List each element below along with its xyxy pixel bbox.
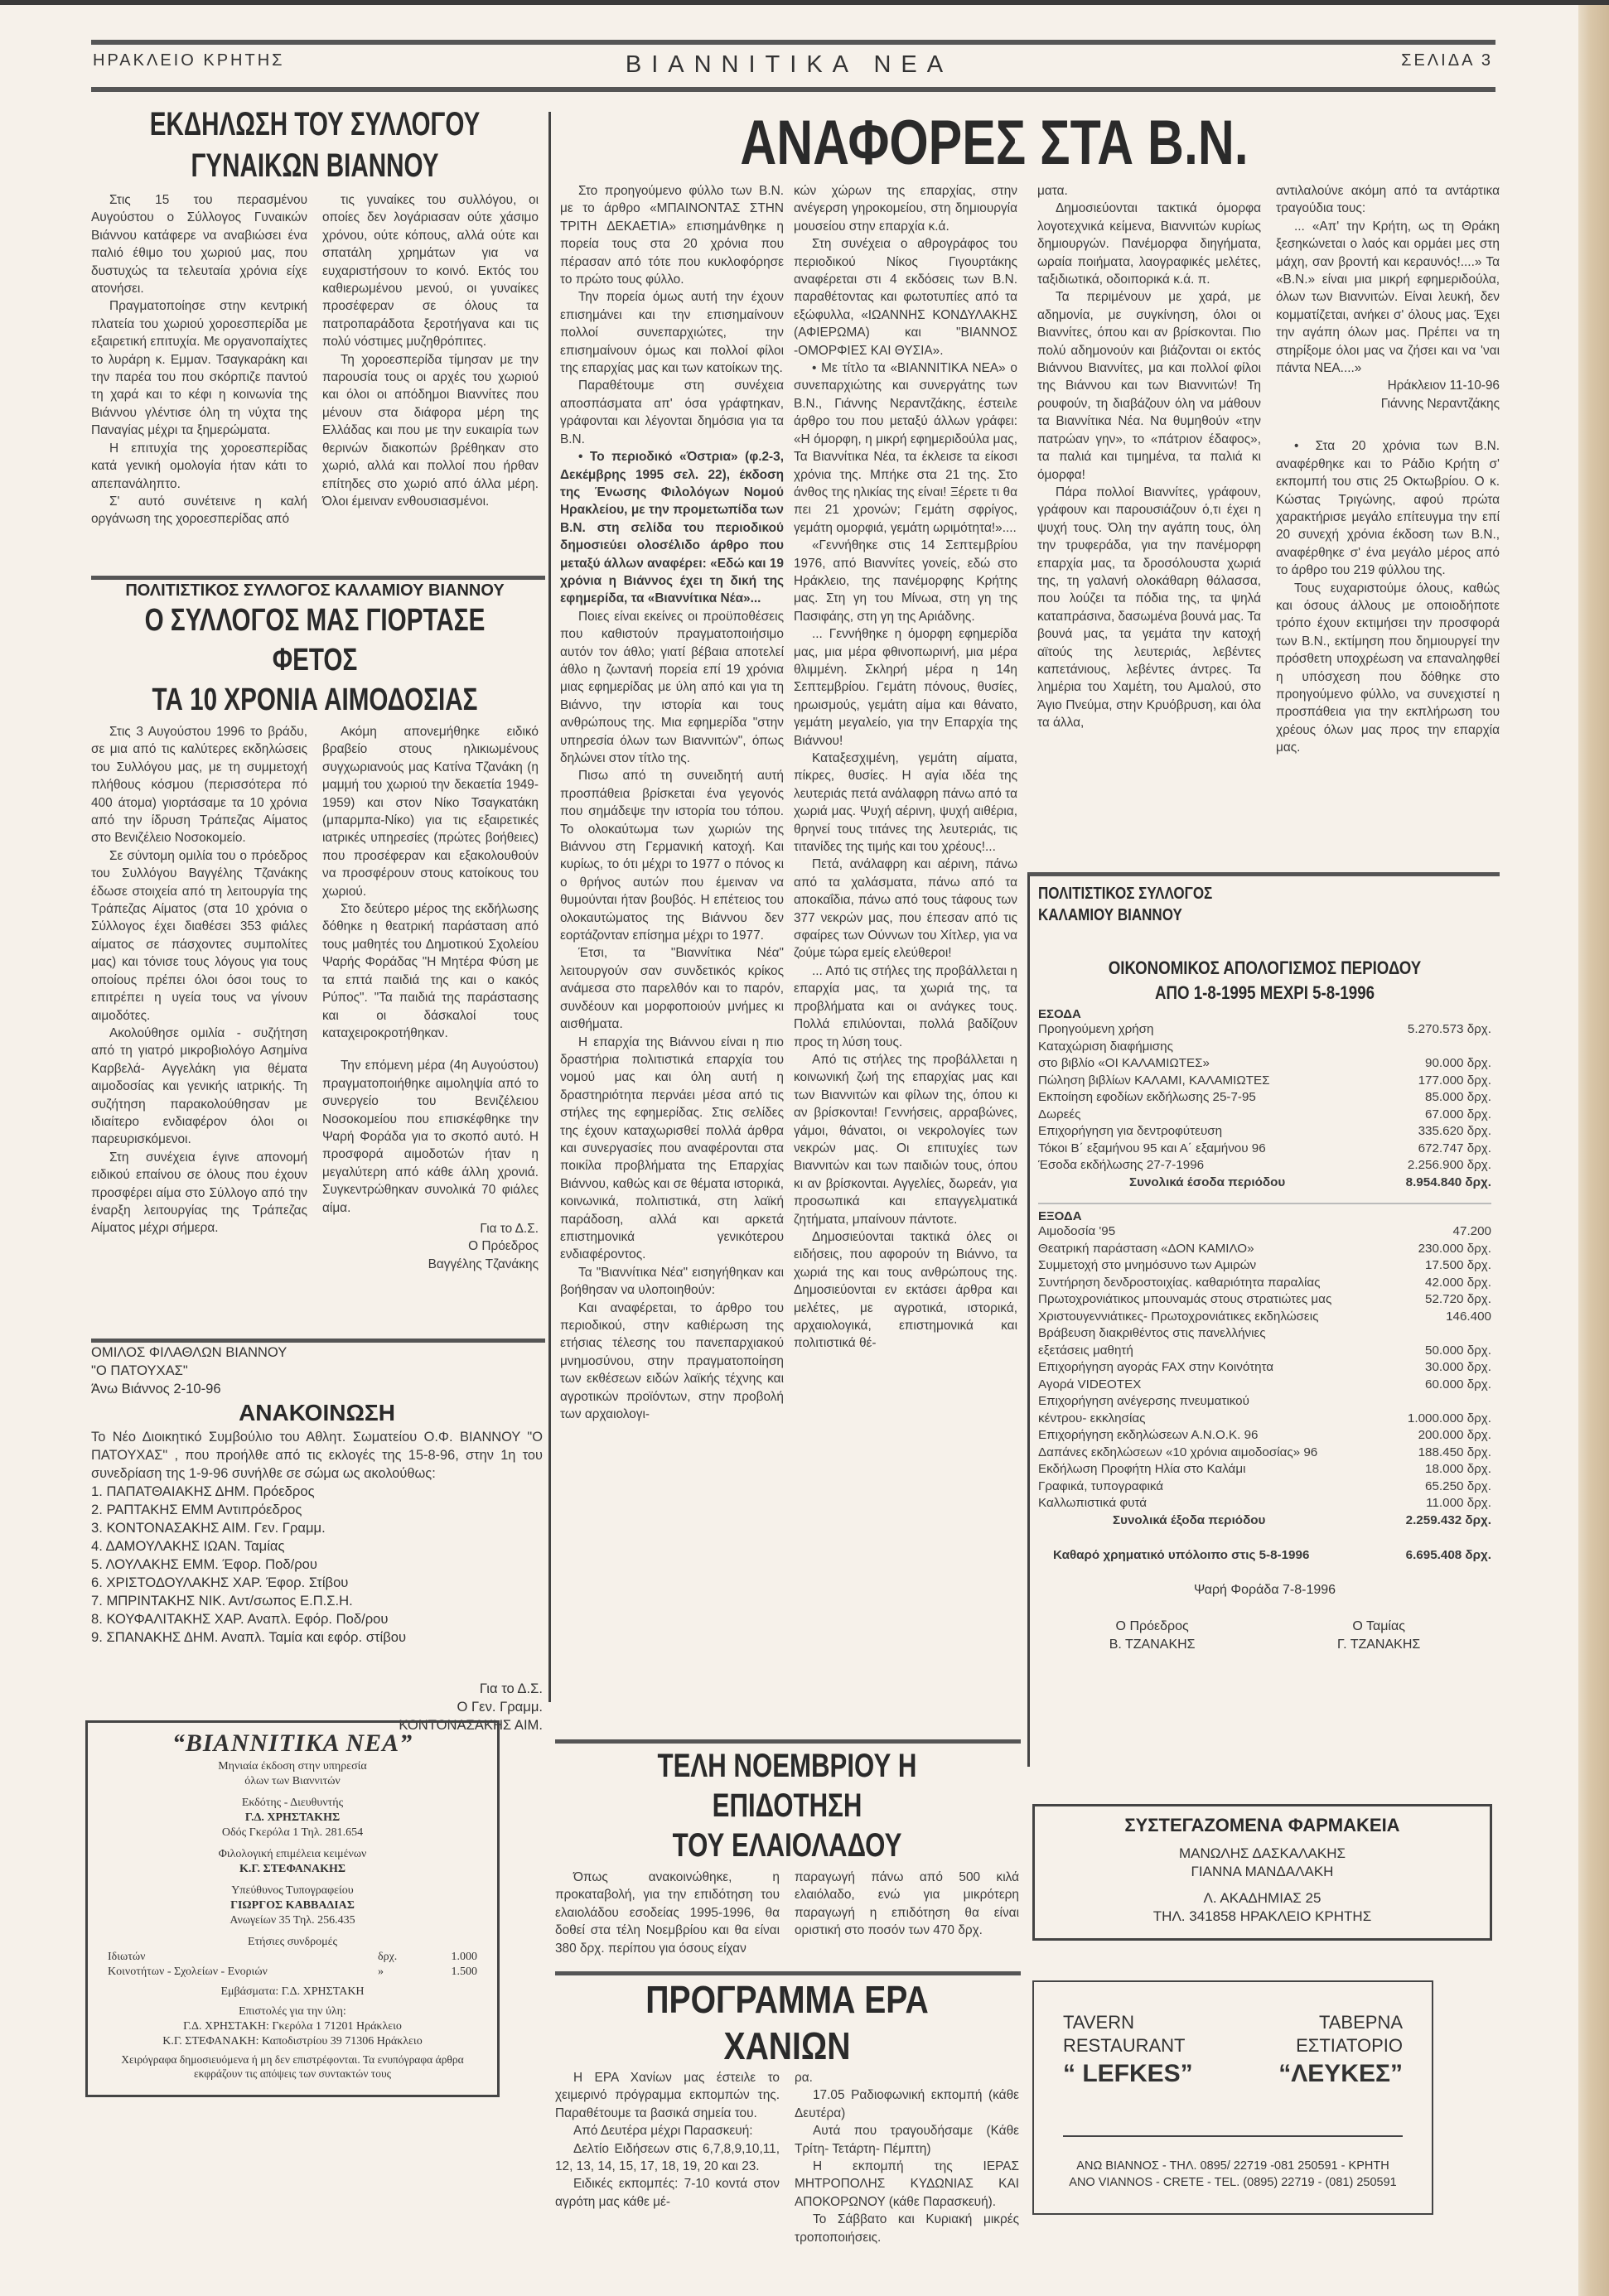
table-row xyxy=(1038,1275,1491,1292)
list-item: 5. ΛΟΥΛΑΚΗΣ ΕΜΜ. Έφορ. Ποδ/ρου xyxy=(91,1556,317,1572)
table-row xyxy=(1038,1291,1491,1309)
list-item: 4. ΔΑΜΟΥΛΑΚΗΣ ΙΩΑΝ. Ταμίας xyxy=(91,1538,285,1554)
table-cell: Εκδήλωση Προφήτη Ηλία στο Καλάμι xyxy=(1038,1462,1246,1476)
article-column-1: Στις 15 του περασμένου Αυγούστου ο Σύλλογος Γυναικών Βιάννου κατάφερε να αναβιώσει ένα παλιό έθιμο του χωριού μας, που δυστυχώς τα τελευταία χρόνια είχε ατονήσει. Πραγματοποίησε στην κεντρική πλατεία του χωριού χοροεσπερίδα με εξαιρετική επιτυχία. Με οργανοπαίχτες το λυράρη κ. Εμμαν. Τσαγκαράκη και την παρέα του που σκόρπιζε παντού τη χαρά και το κέφι η κοινωνία της Βιάννου γλέντισε όλη τη νύχτα της Παναγίας μέχρι τα ξημερώματα. Η επιτυχία της χοροεσπερίδας κατά γενική ομολογία ήταν κάτι το απεπανάληπτο. Σ' αυτό συνέτεινε η καλή οργάνωση της χοροεσπερίδας από xyxy=(91,193,307,527)
subscription-row: Κοινοτήτων - Σχολείων - Ενοριών » 1.500 xyxy=(108,1966,477,1978)
announcement-title: ΑΝΑΚΟΙΝΩΣΗ xyxy=(239,1400,395,1425)
table-row xyxy=(1038,1089,1491,1107)
table-cell: Προηγούμενη χρήση xyxy=(1038,1022,1154,1036)
table-cell: 6.695.408 δρχ. xyxy=(1405,1548,1491,1562)
table-cell: 177.000 δρχ. xyxy=(1418,1073,1491,1088)
table-cell: 11.000 δρχ. xyxy=(1426,1496,1491,1510)
table-cell: 85.000 δρχ. xyxy=(1425,1090,1491,1104)
table-cell: Καταχώριση διαφήμισης xyxy=(1038,1039,1173,1054)
table-cell: Δαπάνες εκδηλώσεων «10 χρόνια αιμοδοσίας» 96 xyxy=(1038,1445,1318,1459)
income-total-row xyxy=(1038,1175,1491,1192)
expense-total-row xyxy=(1038,1512,1491,1530)
announcement-intro: Το Νέο Διοικητικό Συμβούλιο του Αθλητ. Σωματείου Ο.Φ. ΒΙΑΝΝΟΥ "Ο ΠΑΤΟΥΧΑΣ" , που προήλθε από τις εκλογές της 15-8-96, στην 1η του συνεδρίαση της 1-9-96 συνήλθε σε σώμα ως ακολούθως: xyxy=(91,1430,543,1481)
table-cell: 42.000 δρχ. xyxy=(1425,1275,1491,1290)
table-cell: Έσοδα εκδήλωσης 27-7-1996 xyxy=(1038,1158,1205,1172)
masthead-top-rule xyxy=(91,40,1495,45)
article-blood-donation xyxy=(91,581,539,1273)
table-row xyxy=(1038,1021,1491,1039)
table-row xyxy=(1038,1039,1491,1056)
table-cell: 18.000 δρχ. xyxy=(1425,1462,1491,1476)
section-divider xyxy=(555,1739,1021,1744)
signature: Ηράκλειον 11-10-96 Γιάννης Νεραντζάκης xyxy=(1380,379,1500,411)
table-cell: στο βιβλίο «ΟΙ ΚΑΛΑΜΙΩΤΕΣ» xyxy=(1038,1056,1210,1070)
table-cell: Πώληση βιβλίων ΚΑΛΑΜΙ, ΚΑΛΑΜΙΩΤΕΣ xyxy=(1038,1073,1270,1088)
table-cell: 47.200 xyxy=(1452,1224,1491,1238)
table-cell: 90.000 δρχ. xyxy=(1425,1056,1491,1070)
table-cell: Αιμοδοσία '95 xyxy=(1038,1224,1116,1238)
announcement xyxy=(91,1343,543,1734)
top-border xyxy=(0,0,1609,5)
article-title: ΕΚΔΗΛΩΣΗ ΤΟΥ ΣΥΛΛΟΓΟΥ ΓΥΝΑΙΚΩΝ ΒΙΑΝΝΟΥ xyxy=(149,106,481,184)
table-row xyxy=(1038,1055,1491,1073)
refs-column-2: κών χώρων της επαρχίας, στην ανέγερση γηροκομείου, στη δημιουργία μουσείου στην επαρχία κ.ά. Στη συνέχεια ο αθρογράφος του περιοδικού Νίκος Γιγουρτάκης αναφέρεται στι 4 εκδόσεις των Β.Ν. παραθέτοντας και φωτοτυπίες από τα εξώφυλλα, «ΙΩΑΝΝΗΣ ΚΟΝΔΥΛΑΚΗΣ (ΑΦΙΕΡΩΜΑ) και "ΒΙΑΝΝΟΣ -ΟΜΟΡΦΙΕΣ ΚΑΙ ΘΥΣΙΑ». • Με τίτλο τα «ΒΙΑΝΝΙΤΙΚΑ ΝΕΑ» ο συνεπαρχιώτης και συνεργάτης των Β.Ν., Γιάννης Νεραντζάκης, έστειλε άρθρο του που μεταξύ άλλων γράφει: «Η όμορφη, η μικρή εφημεριδούλα μας, Τα Βιαννίτικα Νέα, τα έκλεισε τα είκοσι χρόνια της. Μπήκε στα 21 της. Στο άνθος της ηλικίας της είναι! Ξέρετε τι θα πει 21 χρονών; Γεμάτη σφρίγος, γεμάτη ομορφιά, γεμάτη ωριμότητα!».... «Γεννήθηκε στις 14 Σεπτεμβρίου 1976, από Βιαννίτες γονείς, εδώ στο Ηράκλειο, της πανέμορφης Κρήτης μας. Στη γη του Μίνωα, στη γη της Πασιφάης, στη γη της Αριάδνης. ... Γεννήθηκε η όμορφη εφημερίδα μας, μια μέρα φθινοπωρινή, μια μέρα θλιμμένη. Σκληρή μέρα η 14η Σεπτεμβρίου. Γεμάτη πόνους, θυσίες, ηρωισμούς, γεμάτη αίμα και θάνατο, γεμάτη μεγαλείο, για την Επαρχία της Βιάννου! Καταξεσχιμένη, γεμάτη αίματα, πίκρες, θυσίες. Η αγία ιδέα της λευτεριάς πετά ανάλαφρη πάνω από τα χωριά μας. Ψυχή αέρινη, ψυχή αιθέρια, θρηνεί τους τιτάνες της λευτεριάς, τις τιτανίδες της τιμής και του χρέους!... Πετά, ανάλαφρη και αέρινη, πάνω από τα χαλάσματα, πάνω από τα αποκαΐδια, πάνω από τους τάφους των 377 νεκρών μας, που έπεσαν από τις σφαίρες των Ούννων του Χίτλερ, για να ζούμε τώρα εμείς ελεύθεροι! ... Από τις στήλες της προβάλλεται η επαρχία μας, τα χωριά της, τα προβλήματα και οι ανάγκες τους. Πολλά επιλύονται, πολλά βαδίζουν προς τη λύση τους. Από τις στήλες της προβάλλεται η κοινωνική ζωή της επαρχίας μας και των Βιαννιτών και φίλων της, όπου κι αν βρίσκονται! Γεννήσεις, αρραβώνες, γάμοι, θάνατοι, οι νεκρολογίες των νεκρών μας. Οι επιτυχίες των Βιαννιτών και των παιδιών τους, όπου κι αν βρίσκονται. Αγγελίες, δωρεάν, για προσωπικά και επαγγελματικά ζητήματα, μπαίνουν πάντοτε. Δημοσιεύονται τακτικά όλες οι ειδήσεις, που αφορούν τη Βιάννο, τα χωριά της και τους ανθρώπους της. Δημοσιεύονται εν εκτάσει άρθρα και μελέτες, με αγροτικά, ιστορικά, αρχαιολογικά, επιστημονικά και πολιτιστικά θέ- xyxy=(794,184,1017,1351)
table-cell: Θεατρική παράσταση «ΔΟΝ ΚΑΜΙΛΟ» xyxy=(1038,1241,1254,1256)
list-item: 6. ΧΡΙΣΤΟΔΟΥΛΑΚΗΣ ΧΑΡ. Έφορ. Στίβου xyxy=(91,1575,349,1590)
article-column-1: Στις 3 Αυγούστου 1996 το βράδυ, σε μια από τις καλύτερες εκδηλώσεις του Συλλόγου μας, με τη συμμετοχή πλήθους κόσμου (περισσότερα πό 400 άτομα) γιορτάσαμε τα 10 χρόνια από την ίδρυση Τράπεζας Αίματος στο Βενιζέλειο Νοσοκομείο. Σε σύντομη ομιλία του ο πρόεδρος του Συλλόγου Βαγγέλης Τζανάκης έδωσε στοιχεία από τη λειτουργία της Τράπεζας Αίματος (στα 10 χρόνια ο Σύλλογος έχει διαθέσει 353 φιάλες αίματος σε πάσχοντες συμπολίτες μας) και τόνισε τους λόγους για τους οποίους πρέπει όλοι όσοι τους το επιτρέπει η υγεία τους να γίνουν αιμοδότες. Ακολούθησε ομιλία - συζήτηση από τη γιατρό μικροβιολόγο Ασημίνα Καρβελά- Αγγελάκη για θέματα αιμοδοσίας και γενικής ιατρικής. Τη συζήτηση παρακολούθησαν με ιδιαίτερο ενδιαφέρον όλοι οι παρευρισκόμενοι. Στη συνέχεια έγινε απονομή ειδικού επαίνου σε όλους που έχουν προσφέρει αίμα στο Σύλλογο από την έναρξη λειτουργίας της Τράπεζας Αίματος μέχρι σήμερα. xyxy=(91,725,307,1236)
masthead-page: ΣΕΛΙΔΑ 3 xyxy=(1401,51,1493,70)
table-cell: Συνολικά έσοδα περιόδου xyxy=(1129,1175,1286,1189)
table-cell: Βράβευση διακριθέντος στις πανελλήνιες xyxy=(1038,1326,1266,1340)
table-cell: 188.450 δρχ. xyxy=(1418,1445,1491,1459)
table-row xyxy=(1038,1241,1491,1258)
board-members-list xyxy=(91,1483,543,1647)
signature: Για το Δ.Σ. Ο Πρόεδρος Βαγγέλης Τζανάκης xyxy=(428,1221,539,1271)
statement-title: ΟΙΚΟΝΟΜΙΚΟΣ ΑΠΟΛΟΓΙΣΜΟΣ ΠΕΡΙΟΔΟΥ ΑΠΟ 1-8-1995 ΜΕΧΡΙ 5-8-1996 xyxy=(1108,957,1422,1003)
article-column-2: τις γυναίκες του συλλόγου, οι οποίες δεν λογάριασαν ούτε χάσιμο χρόνου, ούτε κόπους, αλλά ούτε και σπατάλη χρημάτων για να ευχαριστήσουν το κοινό. Εκτός του καθιερωμένου μενού, οι γυναίκες προσέφεραν σε όλους τα πατροπαράδοτα ξεροτήγανα και τις πολύ νόστιμες μυζηθρόπιτες. Τη χοροεσπερίδα τίμησαν με την παρουσία τους οι αρχές του χωριού και όλοι οι απόδημοι Βιαννίτες που μένουν στα διάφορα μέρη της Ελλάδας και που με την ευκαιρία των θερινών διακοπών βρέθηκαν στο χωριό, αλλά και πολλοί που ήρθαν επίτηδες στο χωριό από άλλα μέρη. Όλοι έμειναν ενθουσιασμένοι. xyxy=(322,193,539,509)
list-item: 7. ΜΠΡΙΝΤΑΚΗΣ ΝΙΚ. Αντ/σωπος Ε.Π.Σ.Η. xyxy=(91,1593,353,1609)
balance-row xyxy=(1038,1547,1491,1565)
list-item: 9. ΣΠΑΝΑΚΗΣ ΔΗΜ. Αναπλ. Ταμία και εφόρ. στίβου xyxy=(91,1629,407,1645)
ad-greek: ΤΑΒΕΡΝΑ ΕΣΤΙΑΤΟΡΙΟ “ΛΕΥΚΕΣ” xyxy=(1278,2012,1403,2087)
table-cell: Τόκοι Β΄ εξαμήνου 95 και Α΄ εξαμήνου 96 xyxy=(1038,1141,1266,1155)
income-label: ΕΣΟΔΑ xyxy=(1038,1007,1081,1021)
table-cell: 17.500 δρχ. xyxy=(1425,1258,1491,1272)
table-cell: Συντήρηση δενδροστοιχίας. καθαριότητα παραλίας xyxy=(1038,1275,1321,1290)
table-row xyxy=(1038,1343,1491,1360)
tavern-ad xyxy=(1032,1980,1433,2215)
org-name: ΠΟΛΙΤΙΣΤΙΚΟΣ ΣΥΛΛΟΓΟΣ ΚΑΛΑΜΙΟΥ ΒΙΑΝΝΟΥ xyxy=(1038,885,1213,924)
club-nickname: "Ο ΠΑΤΟΥΧΑΣ" xyxy=(91,1363,188,1378)
table-row xyxy=(1038,1393,1491,1411)
table-row xyxy=(1038,1359,1491,1377)
table-cell: Εκποίηση εφοδίων εκδήλωσης 25-7-95 xyxy=(1038,1090,1256,1104)
imprint-title: “ΒΙΑΝΝΙΤΙΚΑ ΝΕΑ” xyxy=(172,1729,413,1757)
masthead-location: ΗΡΑΚΛΕΙΟ ΚΡΗΤΗΣ xyxy=(93,51,285,70)
table-cell: 200.000 δρχ. xyxy=(1418,1428,1491,1442)
table-cell: Καλλωπιστικά φυτά xyxy=(1038,1496,1148,1510)
table-cell: Συνολικά έξοδα περιόδου xyxy=(1113,1512,1266,1527)
table-cell: 672.747 δρχ. xyxy=(1418,1141,1491,1155)
signature: Για το Δ.Σ. Ο Γεν. Γραμμ. ΚΟΝΤΟΝΑΣΑΚΗΣ ΑΙΜ. xyxy=(399,1681,543,1733)
table-cell: 50.000 δρχ. xyxy=(1425,1343,1491,1358)
table-cell: 1.000.000 δρχ. xyxy=(1407,1411,1491,1425)
table-row xyxy=(1038,1495,1491,1512)
table-row xyxy=(1038,1157,1491,1175)
masthead-bottom-rule xyxy=(91,87,1495,92)
refs-column-4: αντιλαλούνε ακόμη από τα αντάρτικα τραγούδια τους: ... «Απ' την Κρήτη, ως τη Θράκη ξεσηκώνεται ο λαός και ορμάει μες στη μάχη, σαν βροντή και κεραυνός!....» Τα «Β.Ν.» είναι μια μικρή εφημεριδούλα, όλων των Βιαννιτών. Είναι λευκή, δεν κομματίζεται, ανήκει σ' όλους μας. Έχει την αγάπη όλων μας. Πρέπει να τη στηρίξομε όλοι μας να ζήσει και να 'ναι πάντα ΝΕΑ....» Ηράκλειον 11-10-96 Γιάννης Νεραντζάκης • Στα 20 χρόνια των Β.Ν. αναφέρθηκε και το Ράδιο Κρήτη σ' εκπομπή του στις 25 Οκτωβρίου. Ο κ. Κώστας Τριγώνης, αφού πρώτα χαρακτήρισε μεγάλο επίτευγμα την επί 20 συνεχή χρόνια έκδοση των Β.Ν., αναφέρθηκε σ' ένα μεγάλο μέρος από το άρθρο του 219 φύλλου της. Τους ευχαριστούμε όλους, καθώς και όσους άλλους με οποιοδήποτε τρόπο έχουν εκτιμήσει την προσφορά των Β.Ν., εκτίμηση που δημιουργεί την πρόσθετη υποχρέωση να επαναληφθεί η υπόσχεση που δόθηκε στο προηγούμενο φύλλο, να συνεχιστεί η προσπάθεια για την εκπλήρωση του χρέους όλων μας προς την επαρχία μας. xyxy=(1276,184,1500,755)
page-edge xyxy=(1578,0,1609,2296)
list-item: 3. ΚΟΝΤΟΝΑΣΑΚΗΣ ΑΙΜ. Γεν. Γραμμ. xyxy=(91,1520,326,1536)
list-item: 2. ΡΑΠΤΑΚΗΣ ΕΜΜ Αντιπρόεδρος xyxy=(91,1502,302,1517)
table-row xyxy=(1038,1377,1491,1394)
section-divider xyxy=(91,576,545,580)
table-cell: Χριστουγεννιάτικες- Πρωτοχρονιάτικες εκδηλώσεις xyxy=(1038,1309,1319,1324)
list-item: 8. ΚΟΥΦΑΛΙΤΑΚΗΣ ΧΑΡ. Αναπλ. Εφόρ. Ποδ/ρου xyxy=(91,1611,389,1627)
table-cell: Συμμετοχή στο μνημόσυνο των Αμιρών xyxy=(1038,1258,1257,1272)
list-item: 1. ΠΑΠΑΤΘΑΙΑΚΗΣ ΔΗΜ. Πρόεδρος xyxy=(91,1483,315,1499)
table-cell: Καθαρό χρηματικό υπόλοιπο στις 5-8-1996 xyxy=(1053,1548,1310,1562)
income-table xyxy=(1038,1021,1491,1191)
table-cell: 60.000 δρχ. xyxy=(1425,1377,1491,1392)
table-row xyxy=(1038,1461,1491,1478)
refs-column-3: ματα. Δημοσιεύονται τακτικά όμορφα λογοτεχνικά κείμενα, Βιαννιτών κυρίως δημιουργών. Πανέμορφα διηγήματα, ωραία ποιήματα, λαογραφικές μελέτες, ταξιδιωτικά, οδοιπορικά κ.ά. π. Τα περιμένουν με χαρά, με αδημονία, με συγκίνηση, όλοι οι Βιαννίτες, όπου και αν βρίσκονται. Πιο πολύ αδημονούν και βιάζονται οι εκτός Βιάννου Βιαννίτες, μα και πολλοί φίλοι της Βιάννου και των Βιαννιτών! Τη ρουφούν, τη διαβάζουν όλη να μάθουν τα Βιαννίτικα Νέα. Να θυμηθούν «την πατρώαν γην», το «πάτριον έδαφος», τα παλιά και τιμημένα, τα παλιά κι όμορφα! Πάρα πολλοί Βιαννίτες, γράφουν, γράφουν και παρουσιάζουν ό,τι έχει η ψυχή τους. Όλη την αγάπη τους, όλη την τρυφεράδα, για την πανέμορφη επαρχία μας, τα δροσόλουστα χωριά της, τη γαλανή ολοκάθαρη θάλασσα, που λούζει τα πόδια της, τα ψηλά καταπράσινα, δασωμένα βουνά μας. Τα βουνά μας, τα γεμάτα την κατοχή αϊτούς της λευτεριάς, λεβέντες καπετάνιους, λεβέντες άντρες. Τα λημέρια του Χαμέτη, του Αμαλού, στο Άγιο Πνεύμα, στην Κρυόβρυση, και όλα τα άλλα, xyxy=(1037,184,1261,731)
table-cell: 30.000 δρχ. xyxy=(1425,1360,1491,1374)
table-row xyxy=(1038,1107,1491,1124)
table-cell: 2.256.900 δρχ. xyxy=(1407,1158,1491,1172)
article-column-2: Ακόμη απονεμήθηκε ειδικό βραβείο στους ηλικιωμένους συγχωριανούς μας Κατίνα Τζανάκη (η μαμμή του χωριού την δεκαετία 1949-1959) και στον Νίκο Τσαγκατάκη (μπαρμπα-Νίκο) για τις εξαιρετικές ιατρικές υπηρεσίες (πρώτες βοήθειες) που προσέφεραν και εξακολουθούν να προσφέρουν στους κατοίκους του χωριού. Στο δεύτερο μέρος της εκδήλωσης δόθηκε η θεατρική παράσταση από τους μαθητές του Δημοτικού Σχολείου Ψαρής Φοράδας "Η Μητέρα Φύση με τα επτά παιδιά της και ο κακός Ρύπος". "Τα παιδιά της παράστασης και οι δάσκαλοί τους καταχειροκροτήθηκαν. Την επόμενη μέρα (4η Αυγούστου) πραγματοποιήθηκε αιμοληψία από το συνεργείο του Βενιζέλειου Νοσοκομείου που επισκέφθηκε την Ψαρή Φοράδα για το σκοπό αυτό. Η προσφορά αιμοδοτών ήταν η μεγαλύτερη από κάθε άλλη χρονιά. Συγκεντρώθηκαν συνολικά 70 φιάλες αίμα. Για το Δ.Σ. Ο Πρόεδρος Βαγγέλης Τζανάκης xyxy=(322,723,539,1273)
place-date: Ψαρή Φοράδα 7-8-1996 xyxy=(1193,1582,1336,1597)
table-cell: 67.000 δρχ. xyxy=(1425,1107,1491,1121)
table-cell: Γραφικά, τυπογραφικά xyxy=(1038,1478,1164,1493)
table-row xyxy=(1038,1223,1491,1241)
section-divider xyxy=(91,1339,545,1343)
table-row xyxy=(1038,1411,1491,1428)
place-date: Άνω Βιάννος 2-10-96 xyxy=(91,1381,221,1396)
table-row xyxy=(1038,1478,1491,1496)
table-row xyxy=(1038,1141,1491,1158)
expense-table xyxy=(1038,1223,1491,1529)
table-cell: 335.620 δρχ. xyxy=(1418,1124,1491,1138)
table-cell: 146.400 xyxy=(1446,1309,1491,1324)
article-kicker: ΠΟΛΙΤΙΣΤΙΚΟΣ ΣΥΛΛΟΓΟΣ ΚΑΛΑΜΙΟΥ ΒΙΑΝΝΟΥ xyxy=(125,581,505,600)
table-cell: Δωρεές xyxy=(1038,1107,1081,1121)
article-title: ΠΡΟΓΡΑΜΜΑ ΕΡΑ ΧΑΝΙΩΝ xyxy=(645,1978,929,2067)
article-women-association xyxy=(91,104,539,528)
table-cell: Αγορά VIDEOTEX xyxy=(1038,1377,1142,1392)
signatures: Ο Πρόεδρος Β. ΤΖΑΝΑΚΗΣ Ο Ταμίας Γ. ΤΖΑΝΑΚΗΣ xyxy=(1109,1618,1421,1652)
ostria-intro: • Το περιοδικό «Όστρια» (φ.2-3, Δεκέμβρης 1995 σελ. 22), έκδοση της Ένωσης Φιλολόγων Νομού Ηρακλείου, με την προμετωπίδα των Β.Ν. στη σελίδα του περιοδικού δημοσιεύει ολοσέλιδο άρθρο που μεταξύ άλλων αναφέρει: «Εδώ και 19 χρόνια η Βιάννος έχει τη δική της εφημερίδα, τα «Βιαννίτικα Νέα»... xyxy=(560,450,784,606)
table-cell: εξετάσεις μαθητή xyxy=(1038,1343,1133,1358)
expense-label: ΕΞΟΔΑ xyxy=(1038,1209,1082,1223)
table-cell: κέντρου- εκκλησίας xyxy=(1038,1411,1146,1425)
table-row xyxy=(1038,1309,1491,1326)
ad-divider xyxy=(1063,2135,1403,2137)
ad-english: TAVERN RESTAURANT “ LEFKES” xyxy=(1063,2012,1193,2087)
table-row xyxy=(1038,1427,1491,1445)
table-row xyxy=(1038,1257,1491,1275)
refs-title: ΑΝΑΦΟΡΕΣ ΣΤΑ Β.Ν. xyxy=(740,108,1249,178)
article-title: Ο ΣΥΛΛΟΓΟΣ ΜΑΣ ΓΙΟΡΤΑΣΕ ΦΕΤΟΣ ΤΑ 10 ΧΡΟΝΙΑ ΑΙΜΟΔΟΣΙΑΣ xyxy=(144,603,486,717)
table-cell: Επιχορήγηση αγοράς FAX στην Κοινότητα xyxy=(1038,1360,1274,1374)
financial-statement xyxy=(1027,872,1500,1767)
table-cell: Επιχορήγηση για δεντροφύτευση xyxy=(1038,1124,1223,1138)
table-cell: 5.270.573 δρχ. xyxy=(1407,1022,1491,1036)
table-cell: Επιχορήγηση ανέγερσης πνευματικού xyxy=(1038,1394,1249,1408)
club-name: ΟΜΙΛΟΣ ΦΙΛΑΘΛΩΝ ΒΙΑΝΝΟΥ xyxy=(91,1344,287,1360)
article-title: ΤΕΛΗ ΝΟΕΜΒΡΙΟΥ Η ΕΠΙΔΟΤΗΣΗ ΤΟΥ ΕΛΑΙΟΛΑΔΟΥ xyxy=(657,1748,917,1864)
masthead-title: ΒΙΑΝΝΙΤΙΚΑ ΝΕΑ xyxy=(625,51,954,78)
article-olive-oil: ΤΕΛΗ ΝΟΕΜΒΡΙΟΥ Η ΕΠΙΔΟΤΗΣΗ ΤΟΥ ΕΛΑΙΟΛΑΔΟΥ Όπως ανακοινώθηκε, η προκαταβολή, για την επιδότηση του ελαιολάδου εσοδείας 1995-1996, θα δοθεί στα τέλη Νοεμβρίου και θα είναι 380 δρχ. περίπου για όσους είχαν παραγωγή πάνω από 500 κιλά ελαιόλαδο, ενώ για μικρότερη παραγωγή η επιδότηση θα είναι οριστική στο ποσόν των 470 δρχ. xyxy=(555,1748,1019,1956)
article-era-program: ΠΡΟΓΡΑΜΜΑ ΕΡΑ ΧΑΝΙΩΝ Η ΕΡΑ Χανίων μας έστειλε το χειμερινό πρόγραμμα εκπομπών της. Παραθέτουμε τα βασικά σημεία του. Από Δευτέρα μέχρι Παρασκευή: Δελτίο Ειδήσεων στις 6,7,8,9,10,11, 12, 13, 14, 15, 17, 18, 19, 20 και 23. Ειδικές εκπομπές: 7-10 κοντά στον αγρότη μας κάθε μέ- ρα. 17.05 Ραδιοφωνική εκπομπή (κάθε Δευτέρα) Αυτά που τραγουδήσαμε (Κάθε Τρίτη- Τετάρτη- Πέμπτη) Η εκπομπή της ΙΕΡΑΣ ΜΗΤΡΟΠΟΛΗΣ ΚΥΔΩΝΙΑΣ ΚΑΙ ΑΠΟΚΟΡΩΝΟΥ (κάθε Παρασκευή). Το Σάββατο και Κυριακή μικρές τροποποιήσεις. xyxy=(555,1978,1019,2245)
table-cell: 65.250 δρχ. xyxy=(1425,1478,1491,1493)
subscription-row: Ιδιωτών δρχ. 1.000 xyxy=(108,1951,477,1963)
table-cell: 52.720 δρχ. xyxy=(1425,1292,1491,1306)
table-row xyxy=(1038,1073,1491,1090)
table-cell: Πρωτοχρονιάτικος μπουναμάς στους στρατιώτες μας xyxy=(1038,1292,1332,1306)
table-cell: 8.954.840 δρχ. xyxy=(1405,1175,1491,1189)
refs-column-1: Στο προηγούμενο φύλλο των Β.Ν. με το άρθρο «ΜΠΑΙΝΟΝΤΑΣ ΣΤΗΝ ΤΡΙΤΗ ΔΕΚΑΕΤΙΑ» επισημάνθηκε η πορεία τους στα 20 χρόνια που πέρασαν από τότε που κυκλοφόρησε το πρώτο τους φύλλο. Την πορεία όμως αυτή την έχουν επισημάνει και την επισημαίνουν πολλοί συνεπαρχιώτες, την επισημαίνουν όμως και πολλοί φίλοι της επαρχίας μας και των κατοίκων της. Παραθέτουμε στη συνέχεια αποσπάσματα απ' όσα γράφτηκαν, γράφονται και λέγονται δημόσια για τα Β.Ν. • Το περιοδικό «Όστρια» (φ.2-3, Δεκέμβρης 1995 σελ. 22), έκδοση της Ένωσης Φιλολόγων Νομού Ηρακλείου, με την προμετωπίδα των Β.Ν. στη σελίδα του περιοδικού δημοσιεύει ολοσέλιδο άρθρο που μεταξύ άλλων αναφέρει: «Εδώ και 19 χρόνια η Βιάννος έχει τη δική της εφημερίδα, τα «Βιαννίτικα Νέα»... Ποιες είναι εκείνες οι προϋποθέσεις που καθιστούν πραγματοποιήσιμο αυτόν τον άθλο; γιατί βέβαια αποτελεί άθλο η ζωντανή πορεία επί 19 χρόνια μιας εφημερίδας με ύλη από και για τη Βιάννο, την ιστορία και τους ανθρώπους της. Μια εφημερίδα "στην υπηρεσία όλων των Βιαννιτών", όπως δηλώνει στον τίτλο της. Πισω από τη συνειδητή αυτή προσπάθεια βρίσκεται ένα γεγονός που σημάδεψε την ιστορία του τόπου. Το ολοκαύτωμα των χωριών της Βιάννου στη Γερμανική κατοχή. Και κυρίως, το ότι μέχρι το 1977 ο πόνος κι ο θρήνος αυτών που έμειναν να θυμούνται ήταν βουβός. Η επέτειος του ολοκαυτώματος της Βιάννου δεν εορτάζονταν επίσημα μέχρι το 1977. Έτσι, τα "Βιαννίτικα Νέα" λειτουργούν σαν συνδετικός κρίκος ανάμεσα στο παρελθόν και το παρόν, συνδέουν και μορφοποιούν μνήμες κι αισθήματα. Η επαρχία της Βιάννου είναι η πιο δραστήρια πολιτιστικά επαρχία του νομού μας και όλη αυτή η δραστηριότητα περνάει μέσα από τις στήλες της εφημερίδας. Στις σελίδες της έχουν καταχωρισθεί πολλά άρθρα και συνεργασίες που αναφέρονται στα ποικίλα προβλήματα της Επαρχίας Βιάννου, καθώς και σε θέματα ιστορικά, κοινωνικά, πολιτιστικά, στη λαϊκή παράδοση, αλλά και αρκετά επιστημονικά γενικότερου ενδιαφέροντος. Τα "Βιαννίτικα Νέα" εισηγήθηκαν και βοήθησαν να υλοποιηθούν: Και αναφέρεται, το άρθρο του περιοδικού, στην καθιέρωση της ετήσιας τέλεσης του πανεπαρχιακού μνημοσύνου, στην πραγματοποίηση των εκθέσεων ειδών λαϊκής τέχνης και αγροτικών προϊόντων, στην προβολή των αρχαιολογι- xyxy=(560,184,784,1422)
imprint-box: “ΒΙΑΝΝΙΤΙΚΑ ΝΕΑ” Μηνιαία έκδοση στην υπηρεσία όλων των Βιαννιτών Εκδότης - Διευθυντής Γ.Δ. ΧΡΗΣΤΑΚΗΣ Οδός Γκερόλα 1 Τηλ. 281.654 Φιλολογική επιμέλεια κειμένων Κ.Γ. ΣΤΕΦΑΝΑΚΗΣ Υπεύθυνος Τυπογραφείου ΓΙΩΡΓΟΣ ΚΑΒΒΑΔΙΑΣ Ανωγείων 35 Τηλ. 256.435 Ετήσιες συνδρομές Ιδιωτών δρχ. 1.000 Κοινοτήτων - Σχολείων - Ενοριών » 1.500 Εμβάσματα: Γ.Δ. ΧΡΗΣΤΑΚΗ Επιστολές για την ύλη: Γ.Δ. ΧΡΗΣΤΑΚΗ: Γκερόλα 1 71201 Ηράκλειο Κ.Γ. ΣΤΕΦΑΝΑΚΗ: Καποδιστρίου 39 71306 Ηράκλειο Χειρόγραφα δημοσιευόμενα ή μη δεν επιστρέφονται. Τα ενυπόγραφα άρθρα εκφράζουν τις απόψεις των συντακτών τους xyxy=(85,1720,500,2097)
table-cell: Επιχορήγηση εκδηλώσεων Α.Ν.Ο.Κ. 96 xyxy=(1038,1428,1259,1442)
table-cell: 230.000 δρχ. xyxy=(1418,1241,1491,1256)
table-row xyxy=(1038,1325,1491,1343)
column-divider xyxy=(548,112,551,1702)
table-row xyxy=(1038,1445,1491,1462)
ad-title: ΣΥΣΤΕΓΑΖΟΜΕΝΑ ΦΑΡΜΑΚΕΙΑ xyxy=(1124,1815,1400,1835)
table-row xyxy=(1038,1123,1491,1141)
table-cell: 2.259.432 δρχ. xyxy=(1405,1512,1491,1527)
ad-contact: ΑΝΩ ΒΙΑΝΝΟΣ - ΤΗΛ. 0895/ 22719 -081 250591 - ΚΡΗΤΗ ΑΝΟ VIANNOS - CRETE - TEL. (0895) 22719 - (081) 250591 xyxy=(1069,2159,1397,2189)
section-divider xyxy=(555,1971,1021,1975)
pharmacy-ad: ΣΥΣΤΕΓΑΖΟΜΕΝΑ ΦΑΡΜΑΚΕΙΑ ΜΑΝΩΛΗΣ ΔΑΣΚΑΛΑΚΗΣ ΓΙΑΝΝΑ ΜΑΝΔΑΛΑΚΗ Λ. ΑΚΑΔΗΜΙΑΣ 25 ΤΗΛ. 341858 ΗΡΑΚΛΕΙΟ ΚΡΗΤΗΣ xyxy=(1032,1804,1492,1941)
